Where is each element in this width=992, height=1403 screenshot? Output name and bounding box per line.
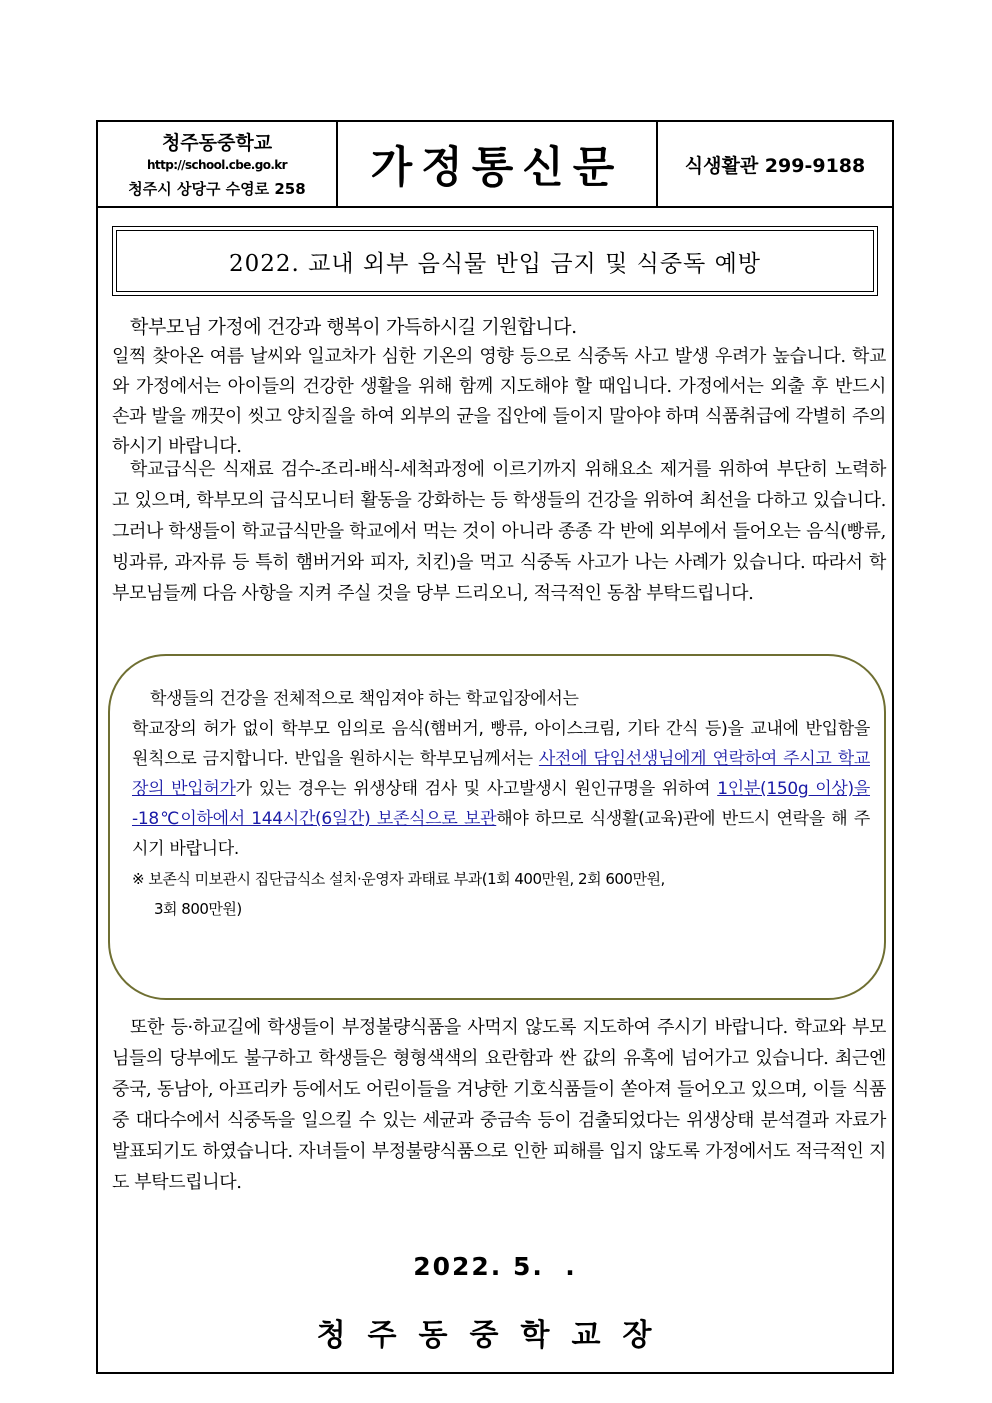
notice-highlight-storage: 1인분(150g 이상)을 -18℃이하에서 144시간(6일간) 보존식으로 보관 bbox=[132, 779, 870, 829]
school-address: 청주시 상당구 수영로 258 bbox=[128, 180, 306, 198]
intro-body: 일찍 찾아온 여름 날씨와 일교차가 심한 기온의 영향 등으로 식중독 사고 발생 우려가 높습니다. 학교와 가정에서는 아이들의 건강한 생활을 위해 함께 지도해야 할 때입니다. 가정에서는 외출 후 반드시 손과 발을 깨끗이 씻고 양치질을 하여 외부의 균을 집안에 들이지 말아야 하며 식품취급에 각별히 주의하시기 바랍니다. bbox=[112, 346, 886, 457]
subtitle-box bbox=[112, 226, 878, 296]
school-name: 청주동중학교 bbox=[161, 132, 273, 154]
notice-line-1: 학생들의 건강을 전체적으로 책임져야 하는 학교입장에서는 bbox=[150, 689, 579, 709]
notice-highlight-permission: 사전에 담임선생님에게 연락하여 주시고 학교장의 반입허가 bbox=[132, 749, 870, 799]
notice-box bbox=[108, 654, 886, 1000]
document-frame bbox=[96, 120, 894, 1374]
school-info bbox=[98, 122, 338, 206]
notice-body bbox=[132, 714, 870, 864]
meal-paragraph-text: 학교급식은 식재료 검수-조리-배식-세척과정에 이르기까지 위해요소 제거를 위하여 부단히 노력하고 있으며, 학부모의 급식모니터 활동을 강화하는 등 학생들의 건강을 위하여 최선을 다하고 있습니다. 그러나 학생들이 학교급식만을 학교에서 먹는 것이 아니라 종종 각 반에 외부에서 들어오는 음식(빵류, 빙과류, 과자류 등 특히 햄버거와 피자, 치킨)을 먹고 식중독 사고가 나는 사례가 있습니다. 따라서 학부모님들께 다음 사항을 지켜 주실 것을 당부 드리오니, 적극적인 동참 부탁드립니다. bbox=[112, 459, 886, 604]
letter-date: 2022. 5. . bbox=[413, 1252, 577, 1281]
junk-food-paragraph-text: 또한 등·하교길에 학생들이 부정불량식품을 사먹지 않도록 지도하여 주시기 바랍니다. 학교와 부모님들의 당부에도 불구하고 학생들은 형형색색의 요란함과 싼 값의 유혹에 넘어가고 있습니다. 최근엔 중국, 동남아, 아프리카 등에서도 어린이들을 겨냥한 기호식품들이 쏟아져 들어오고 있으며, 이들 식품 중 대다수에서 식중독을 일으킬 수 있는 세균과 중금속 등이 검출되었다는 위생상태 분석결과 자료가 발표되기도 하였습니다. 자녀들이 부정불량식품으로 인한 피해를 입지 않도록 가정에서도 적극적인 지도 부탁드립니다. bbox=[112, 1017, 886, 1193]
school-url: http://school.cbe.go.kr bbox=[146, 158, 288, 172]
notice-part-a: 학교장의 허가 없이 학부모 임의로 음식(햄버거, 빵류, 아이스크림, 기타 간식 등)을 교내에 반입함을 원칙으로 금지합니다. 반입을 원하시는 학부모님께서는 bbox=[132, 719, 870, 769]
junk-food-paragraph bbox=[112, 1012, 886, 1198]
greeting-line: 학부모님 가정에 건강과 행복이 가득하시길 기원합니다. bbox=[130, 316, 577, 338]
notice-text bbox=[132, 684, 870, 924]
notice-part-c: 해야 하므로 식생활(교육)관에 반드시 연락을 해 주시기 바랍니다. bbox=[132, 809, 870, 859]
letter-title: 가정통신문 bbox=[338, 122, 658, 206]
signer-name: 청주동중학교장 bbox=[316, 1318, 674, 1353]
contact-info: 식생활관 299-9188 bbox=[684, 154, 866, 177]
intro-paragraph bbox=[112, 312, 886, 462]
penalty-note-cont: 3회 800만원) bbox=[154, 900, 242, 918]
subtitle: 2022. 교내 외부 음식물 반입 금지 및 식중독 예방 bbox=[116, 230, 874, 292]
notice-part-b: 가 있는 경우는 위생상태 검사 및 사고발생시 원인규명을 위하여 bbox=[235, 779, 718, 799]
letter-header bbox=[98, 122, 892, 208]
penalty-note: ※ 보존식 미보관시 집단급식소 설치·운영자 과태료 부과(1회 400만원, 2회 600만원, bbox=[132, 870, 665, 888]
meal-paragraph bbox=[112, 454, 886, 609]
